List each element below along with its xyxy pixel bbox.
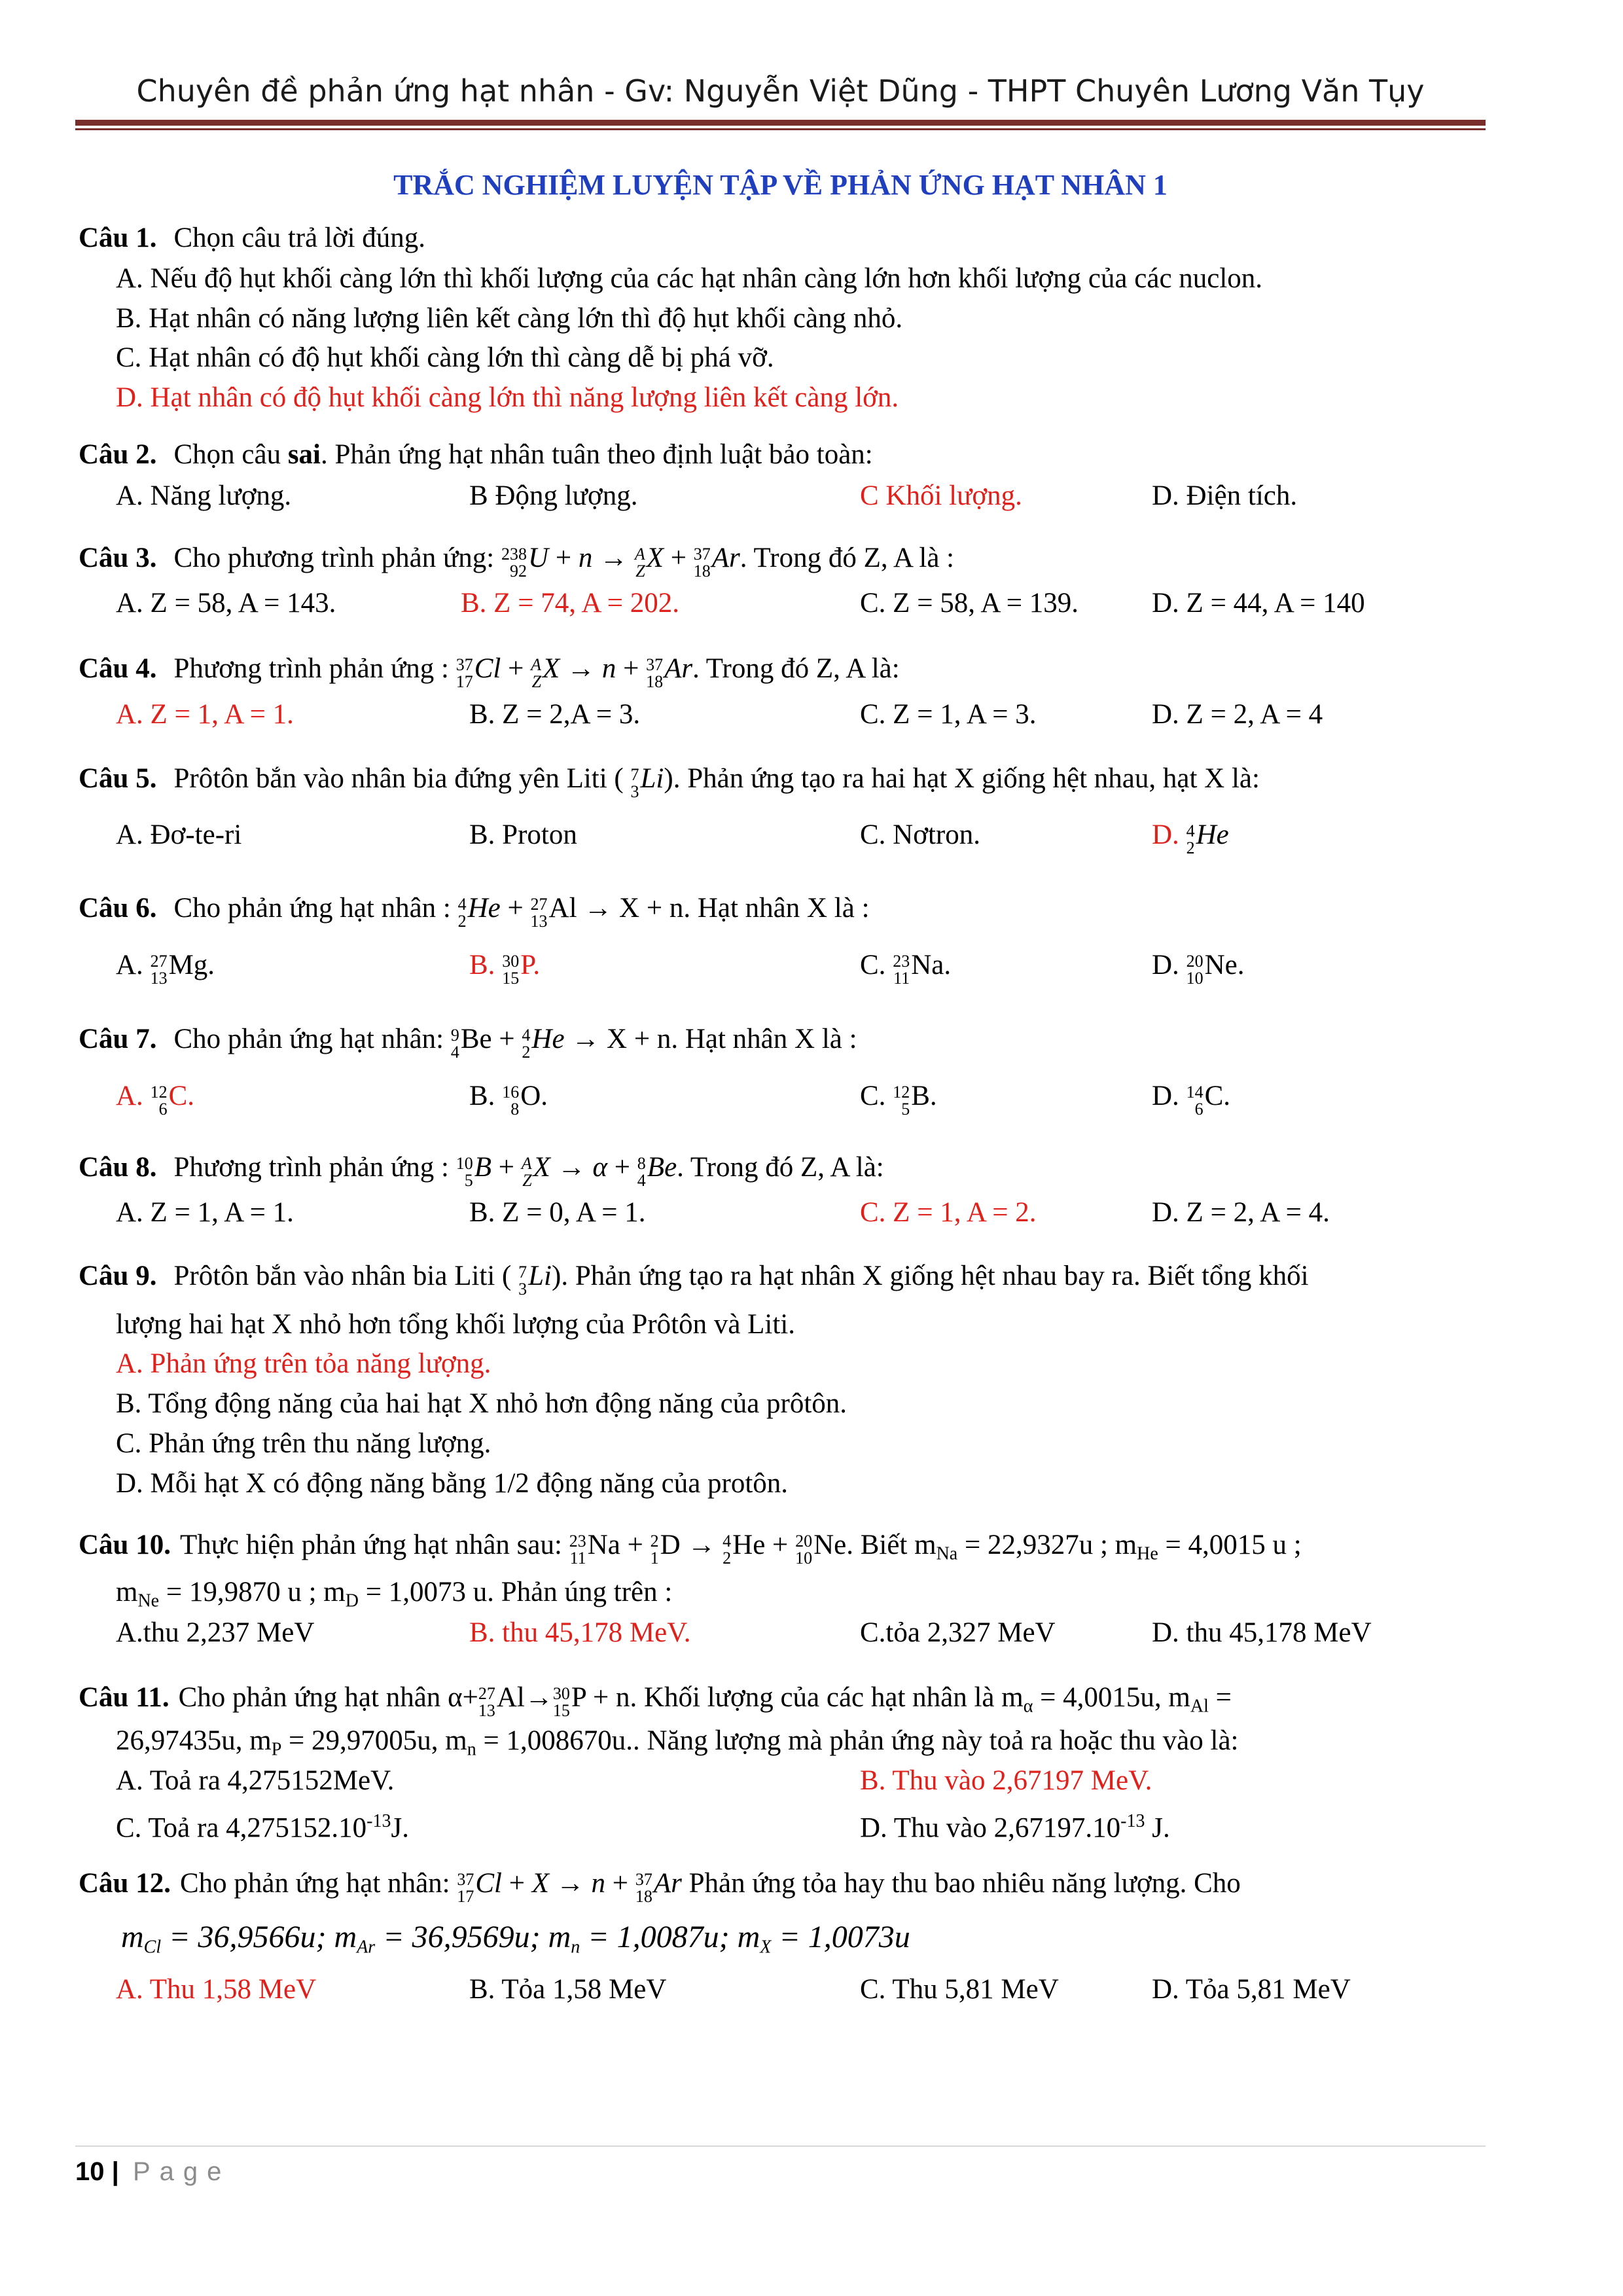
question-prompt: Cho phản ứng hạt nhân: [173,1024,451,1054]
option-d: D. Tỏa 5,81 MeV [1152,1974,1351,2005]
header-rule-thin [75,128,1486,130]
option-d-correct: D. Hạt nhân có độ hụt khối càng lớn thì năng lượng liên kết càng lớn. [116,382,899,413]
mass-data-line: $m_{Cl} = 36,9566u$; $m_{Ar} = 36,9569u$; $m_n = 1,0087u$; $m_X = 1,0073u$ [121,1920,910,1958]
isotope-li: 7 3 [518,1263,527,1299]
question-number: Câu 4. [79,653,157,684]
question-6: Câu 6. Cho phản ứng hạt nhân : 4 2 He + 27 13 Al → X + n. Hạt nhân X là : [79,893,870,931]
symbol-na: Na [587,1530,620,1560]
running-header: Chuyên đề phản ứng hạt nhân - Gv: Nguyễn Việt Dũng - THPT Chuyên Lương Văn Tụy [136,73,1425,109]
question-prompt: Cho phương trình phản ứng: [173,543,501,573]
option-d: D. Z = 2, A = 4. [1152,1197,1330,1228]
question-prompt: Cho phản ứng hạt nhân [178,1682,448,1713]
question-number: Câu 5. [79,763,157,794]
isotope-cl: 37 17 [455,655,473,692]
option-a-correct: A. Phản ứng trên tỏa năng lượng. [116,1348,491,1379]
question-prompt: Phương trình phản ứng : [173,1152,456,1183]
page-number: 10 [75,2157,105,2186]
question-prompt-rest: . Phản ứng hạt nhân tuân theo định luật bảo toàn: [321,439,873,470]
option-c: C. Phản ứng trên thu năng lượng. [116,1428,491,1459]
option-c: C. Toả ra $4,275152.10^{-13}J$. [116,1811,409,1844]
option-c-correct: C Khối lượng. [860,480,1022,511]
question-9 [79,1258,1309,1298]
symbol-alpha: α [592,1152,608,1183]
question-2 [79,437,873,473]
question-prompt-rest: → X + n. Hạt nhân X là : [564,1024,857,1054]
symbol-he: He [1196,819,1229,850]
symbol-x: X [543,653,560,684]
header-rule [75,120,1486,126]
option-b: B. Z = 2,A = 3. [469,699,641,730]
option-c: C. 12 5 B. [860,1081,937,1119]
question-prompt: Prôtôn bắn vào nhân bia đứng yên Liti ( [173,763,624,794]
question-11: Câu 11. Cho phản ứng hạt nhân α+ 27 13 Al→ 30 15 P + n. Khối lượng của các hạt nhân là $m_\alpha = 4,0015u$, $m_{Al}$ = [79,1682,1232,1721]
question-7: Câu 7. Cho phản ứng hạt nhân: 9 4 Be + 4 2 He → X + n. Hạt nhân X là : [79,1024,857,1062]
question-prompt-rest: ). Phản ứng tạo ra hạt nhân X giống hệt nhau bay ra. Biết tổng khối [552,1261,1309,1291]
option-a: A. Năng lượng. [116,480,292,511]
question-prompt: Thực hiện phản ứng hạt nhân sau: [179,1530,569,1560]
isotope-x: A Z [531,655,542,692]
option-label: D. [1152,819,1186,850]
symbol-n: n [601,653,616,684]
option-a: A. Z = 1, A = 1. [116,1197,294,1228]
question-number: Câu 3. [79,543,157,573]
symbol-x: X [646,543,664,573]
symbol-x: X [531,1868,550,1899]
symbol-cl: Cl [475,1868,502,1899]
question-prompt-rest: . Trong đó Z, A là: [677,1152,884,1183]
question-prompt-rest: Phản ứng tỏa hay thu bao nhiêu năng lượng. Cho [681,1868,1241,1899]
symbol-alpha: α [448,1682,463,1713]
question-prompt-line2: lượng hai hạt X nhỏ hơn tổng khối lượng của Prôtôn và Liti. [116,1309,796,1340]
question-prompt-rest: . Trong đó Z, A là: [692,653,900,684]
symbol-he: He [467,893,501,924]
symbol-u: U [528,543,549,573]
question-3: Câu 3. Cho phương trình phản ứng: 238 92 U + n → A Z X + 37 18 Ar. Trong đó Z, A là : [79,543,955,581]
symbol-be: Be [647,1152,677,1183]
question-prompt-rest: ). Phản ứng tạo ra hai hạt X giống hệt nhau, hạt X là: [664,763,1260,794]
question-prompt: Phương trình phản ứng : [173,653,456,684]
option-b: B Động lượng. [469,480,638,511]
option-a-correct: A. Z = 1, A = 1. [116,699,294,730]
document-title: TRẮC NGHIỆM LUYỆN TẬP VỀ PHẢN ỨNG HẠT NHÂN 1 [393,169,1168,201]
question-prompt-rest: → X + n. Hạt nhân X là : [577,893,870,924]
question-number: Câu 11. [79,1682,169,1713]
option-b: B. 16 8 O. [469,1081,548,1119]
question-number: Câu 12. [79,1868,171,1899]
question-prompt: Chọn câu trả lời đúng. [173,223,426,253]
option-a: A. Z = 58, A = 143. [116,588,336,619]
symbol-n: n [578,543,593,573]
option-a: A.thu 2,237 MeV [116,1617,315,1648]
symbol-al: Al [548,893,577,924]
option-d: D. Thu vào $2,67197.10^{-13}$ J. [860,1811,1170,1844]
option-c: C.tỏa 2,327 MeV [860,1617,1056,1648]
symbol-he: He [531,1024,565,1054]
question-prompt: Prôtôn bắn vào nhân bia Liti ( [173,1261,512,1291]
option-a: A. Toả ra 4,275152MeV. [116,1765,395,1796]
option-d: D. thu 45,178 MeV [1152,1617,1372,1648]
symbol-x: X [533,1152,550,1183]
symbol-n: n [615,1682,630,1713]
option-d: D. Mỗi hạt X có động năng bằng 1/2 động năng của protôn. [116,1468,789,1499]
symbol-ne: Ne [813,1530,847,1560]
symbol-p: P [571,1682,586,1713]
isotope-b: 10 5 [455,1154,473,1191]
footer-separator: | [111,2157,119,2186]
option-b-correct: B. Z = 74, A = 202. [461,588,680,619]
option-a: A. Nếu độ hụt khối càng lớn thì khối lượng của các hạt nhân càng lớn hơn khối lượng của các nuclon. [116,263,1263,294]
question-12: Câu 12. Cho phản ứng hạt nhân: 37 17 Cl + X → n + 37 18 Ar Phản ứng tỏa hay thu bao nhiêu năng lượng. Cho [79,1868,1241,1907]
option-c: C. Nơtron. [860,819,980,850]
page-footer [75,2157,230,2187]
symbol-ar: Ar [711,543,740,573]
option-c-correct: C. Z = 1, A = 2. [860,1197,1037,1228]
question-prompt: Cho phản ứng hạt nhân: [179,1868,457,1899]
question-number: Câu 9. [79,1261,157,1291]
isotope-ar: 37 18 [693,545,711,581]
isotope-ar: 37 18 [646,655,664,692]
isotope-x: A Z [634,545,645,581]
symbol-d: D [660,1530,681,1560]
isotope-u: 238 92 [501,545,527,581]
option-d: D. Z = 44, A = 140 [1152,588,1365,619]
question-10: Câu 10. Thực hiện phản ứng hạt nhân sau: 23 11 Na + 2 1 D → 4 2 He + 20 10 Ne. Biết $m_{Na} = 22,9327u$ ; $m_{He} = 4,0015$ u ; [79,1530,1302,1568]
isotope-he: 4 2 [1186,821,1195,858]
option-d: D. Điện tích. [1152,480,1298,511]
option-b: B. Tổng động năng của hai hạt X nhỏ hơn động năng của prôtôn. [116,1388,847,1419]
option-c: C. Hạt nhân có độ hụt khối càng lớn thì càng dễ bị phá vỡ. [116,342,774,373]
option-b-correct: B. 30 15 P. [469,950,541,988]
question-1 [79,220,425,257]
option-b: B. Proton [469,819,577,850]
symbol-al: Al [496,1682,525,1713]
question-5 [79,761,1260,800]
option-b: B. Hạt nhân có năng lượng liên kết càng lớn thì độ hụt khối càng nhỏ. [116,303,903,334]
symbol-n: n [591,1868,606,1899]
option-a: A. Đơ-te-ri [116,819,242,850]
question-number: Câu 8. [79,1152,157,1183]
question-8: Câu 8. Phương trình phản ứng : 10 5 B + A Z X → α + 8 4 Be. Trong đó Z, A là: [79,1152,884,1191]
footer-rule [75,2145,1486,2147]
isotope-be: 8 4 [637,1154,646,1191]
isotope-li: 7 3 [630,765,639,802]
symbol-b: B [474,1152,492,1183]
question-prompt-line2: $m_{Ne} = 19,9870$ u ; $m_D = 1,0073$ u. Phản úng trên : [116,1577,673,1611]
page-label: Page [132,2157,231,2186]
symbol-cl: Cl [474,653,501,684]
isotope-al: 27 13 [530,895,548,931]
symbol-be: Be [460,1024,492,1054]
question-number: Câu 1. [79,223,157,253]
option-d: D. 14 6 C. [1152,1081,1230,1119]
isotope-he: 4 2 [457,895,467,931]
question-number: Câu 10. [79,1530,171,1560]
option-c: C. 23 11 Na. [860,950,952,988]
symbol-ar: Ar [653,1868,682,1899]
isotope-be: 9 4 [450,1026,459,1062]
question-prompt: Chọn câu [173,439,288,470]
option-b: B. Tỏa 1,58 MeV [469,1974,667,2005]
option-b: B. Z = 0, A = 1. [469,1197,646,1228]
question-prompt-line2: 26,97435u, $m_P = 29,97005u$, $m_n = 1,008670u$.. Năng lượng mà phản ứng này toả ra hoặc thu vào là: [116,1725,1239,1760]
symbol-he: He [732,1530,766,1560]
question-number: Câu 7. [79,1024,157,1054]
option-d: D. 20 10 Ne. [1152,950,1245,988]
option-c: C. Z = 58, A = 139. [860,588,1079,619]
option-c: C. Z = 1, A = 3. [860,699,1037,730]
symbol-ar: Ar [664,653,693,684]
prompt-emphasis: sai [287,439,321,470]
option-d: D. Z = 2, A = 4 [1152,699,1323,730]
option-a-correct: A. 12 6 C. [116,1081,194,1119]
question-4: Câu 4. Phương trình phản ứng : 37 17 Cl + A Z X → n + 37 18 Ar. Trong đó Z, A là: [79,653,900,692]
option-d-correct [1152,817,1229,857]
symbol-li: Li [640,763,664,794]
question-number: Câu 6. [79,893,157,924]
question-prompt-rest: . Trong đó Z, A là : [740,543,955,573]
option-c: C. Thu 5,81 MeV [860,1974,1059,2005]
option-b-correct: B. Thu vào 2,67197 MeV. [860,1765,1152,1796]
option-b-correct: B. thu 45,178 MeV. [469,1617,691,1648]
symbol-li: Li [528,1261,552,1291]
isotope-he: 4 2 [522,1026,531,1062]
option-a-correct: A. Thu 1,58 MeV [116,1974,317,2005]
question-prompt: Cho phản ứng hạt nhân : [173,893,458,924]
question-number: Câu 2. [79,439,157,470]
option-a: A. 27 13 Mg. [116,950,215,988]
isotope-x: A Z [521,1154,532,1191]
